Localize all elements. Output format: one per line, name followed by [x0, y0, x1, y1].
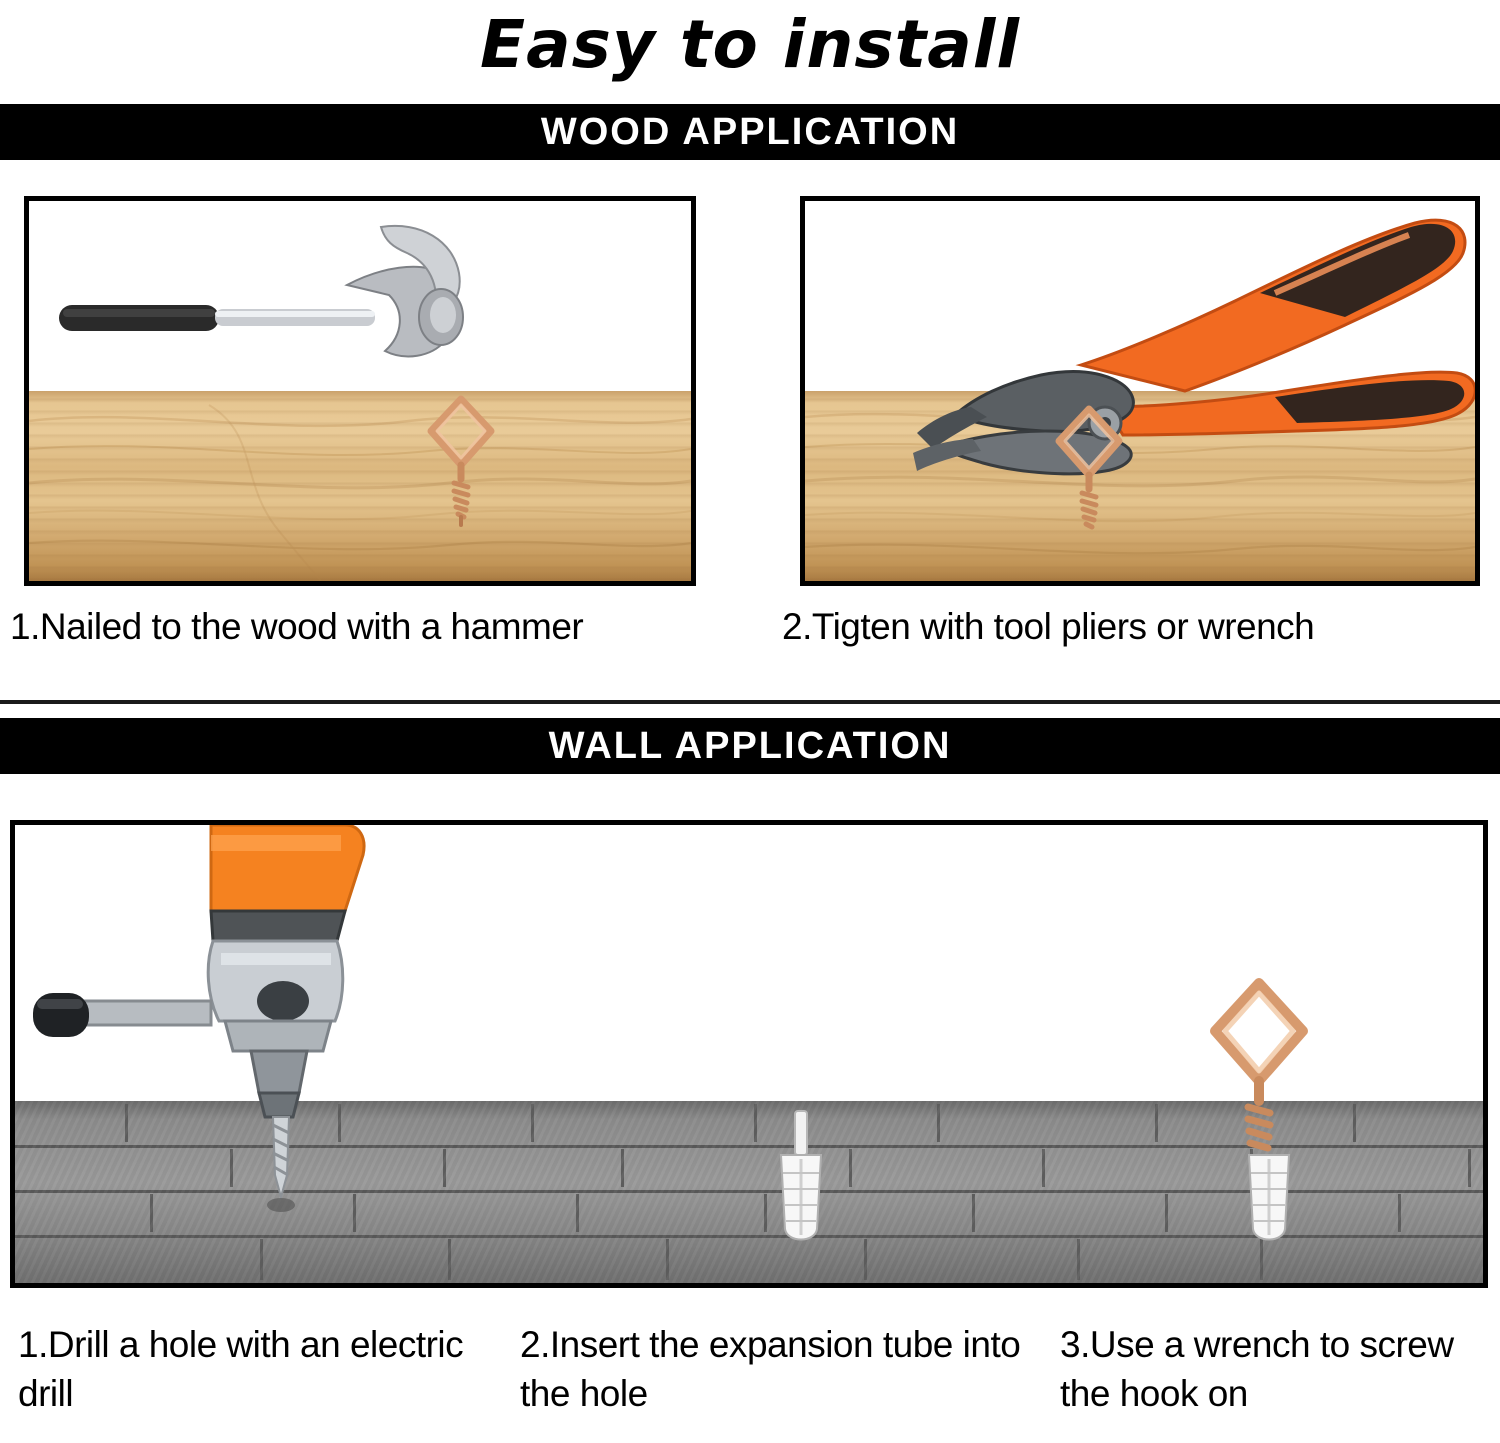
hammer-icon [59, 226, 463, 357]
step-image-pliers [800, 196, 1480, 586]
wood-plank [805, 391, 1475, 581]
step-image-wall [10, 820, 1488, 1288]
brick-wall [15, 1101, 1483, 1283]
step-caption-wall-2: 2.Insert the expansion tube into the hole [520, 1324, 1021, 1414]
step-caption-wall-1: 1.Drill a hole with an electric drill [18, 1324, 464, 1414]
step-caption-wall-3: 3.Use a wrench to screw the hook on [1060, 1324, 1454, 1414]
section-banner-wood-label: WOOD APPLICATION [521, 111, 979, 154]
section-divider [0, 700, 1500, 704]
step-caption-wood-1: 1.Nailed to the wood with a hammer [10, 606, 584, 647]
wood-grain-texture [805, 391, 1475, 581]
wood-grain-texture [29, 391, 691, 581]
step-caption-wood-2: 2.Tigten with tool pliers or wrench [782, 606, 1315, 647]
step-image-hammer [24, 196, 696, 586]
section-banner-wall-label: WALL APPLICATION [529, 725, 972, 768]
section-banner-wood [0, 104, 1500, 160]
page-title: Easy to install [479, 6, 1020, 83]
section-banner-wall [0, 718, 1500, 774]
wood-plank [29, 391, 691, 581]
